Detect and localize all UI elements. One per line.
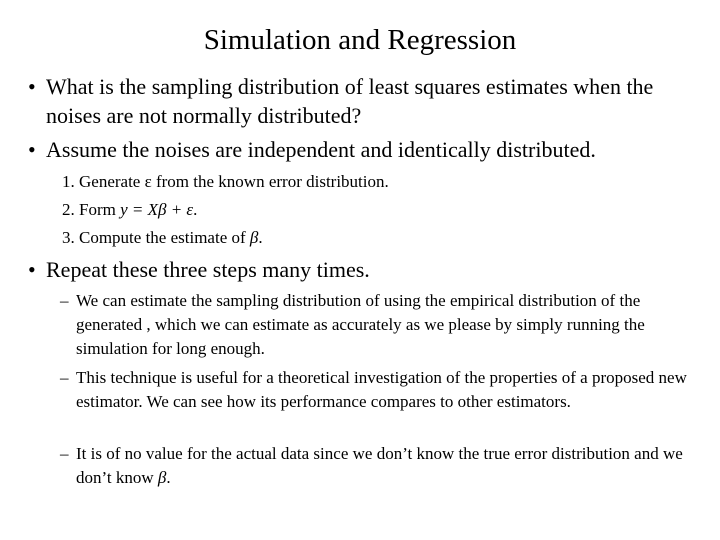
step-text-after: from the known error distribution. xyxy=(151,172,389,191)
subpoint-text: We can estimate the sampling distribution of using the empirical distribution of the generated , which we can estimate as accurately as we please by simply running the simulation for long enough. xyxy=(76,291,645,358)
dash-marker: – xyxy=(60,444,69,463)
dash-marker: – xyxy=(60,368,69,387)
bullet-text: Repeat these three steps many times. xyxy=(46,257,370,282)
model-equation: y = Xβ + ε xyxy=(120,200,194,219)
beta-symbol: β xyxy=(249,228,259,247)
bullet-marker: • xyxy=(28,74,36,99)
bullet-sampling-question xyxy=(28,72,708,130)
bullet-iid-assumption xyxy=(28,135,708,164)
step-generate xyxy=(62,171,389,193)
step-text-after: . xyxy=(258,228,263,247)
subpoint-no-value xyxy=(60,442,710,490)
bullet-text: Assume the noises are independent and identically distributed. xyxy=(46,137,596,162)
step-text-after: . xyxy=(193,200,198,219)
bullet-text: What is the sampling distribution of least squares estimates when the noises are not normally distributed? xyxy=(46,74,654,128)
slide-title: Simulation and Regression xyxy=(203,24,517,56)
subpoint-text xyxy=(76,442,710,490)
bullet-repeat xyxy=(28,255,708,284)
step-text-before: Generate xyxy=(79,172,145,191)
step-number: 2. xyxy=(62,200,75,219)
step-form xyxy=(62,199,197,221)
step-compute xyxy=(62,227,263,249)
step-text-before: Compute the estimate of xyxy=(79,228,250,247)
dash-marker: – xyxy=(60,291,69,310)
subpoint-text-before: It is of no value for the actual data since we don’t know the true error distribution and we don’t know xyxy=(76,444,683,487)
subpoint-empirical-distribution xyxy=(60,289,710,361)
beta-symbol: β xyxy=(157,468,167,487)
epsilon-symbol: ε xyxy=(144,172,152,191)
subpoint-theoretical-use xyxy=(60,366,710,414)
step-text-before: Form xyxy=(79,200,121,219)
step-number: 1. xyxy=(62,172,75,191)
step-number: 3. xyxy=(62,228,75,247)
subpoint-text-after: . xyxy=(166,468,171,487)
subpoint-text: This technique is useful for a theoretical investigation of the properties of a proposed new estimator. We can see how its performance compares to other estimators. xyxy=(76,368,687,411)
bullet-marker: • xyxy=(28,257,36,282)
bullet-marker: • xyxy=(28,137,36,162)
